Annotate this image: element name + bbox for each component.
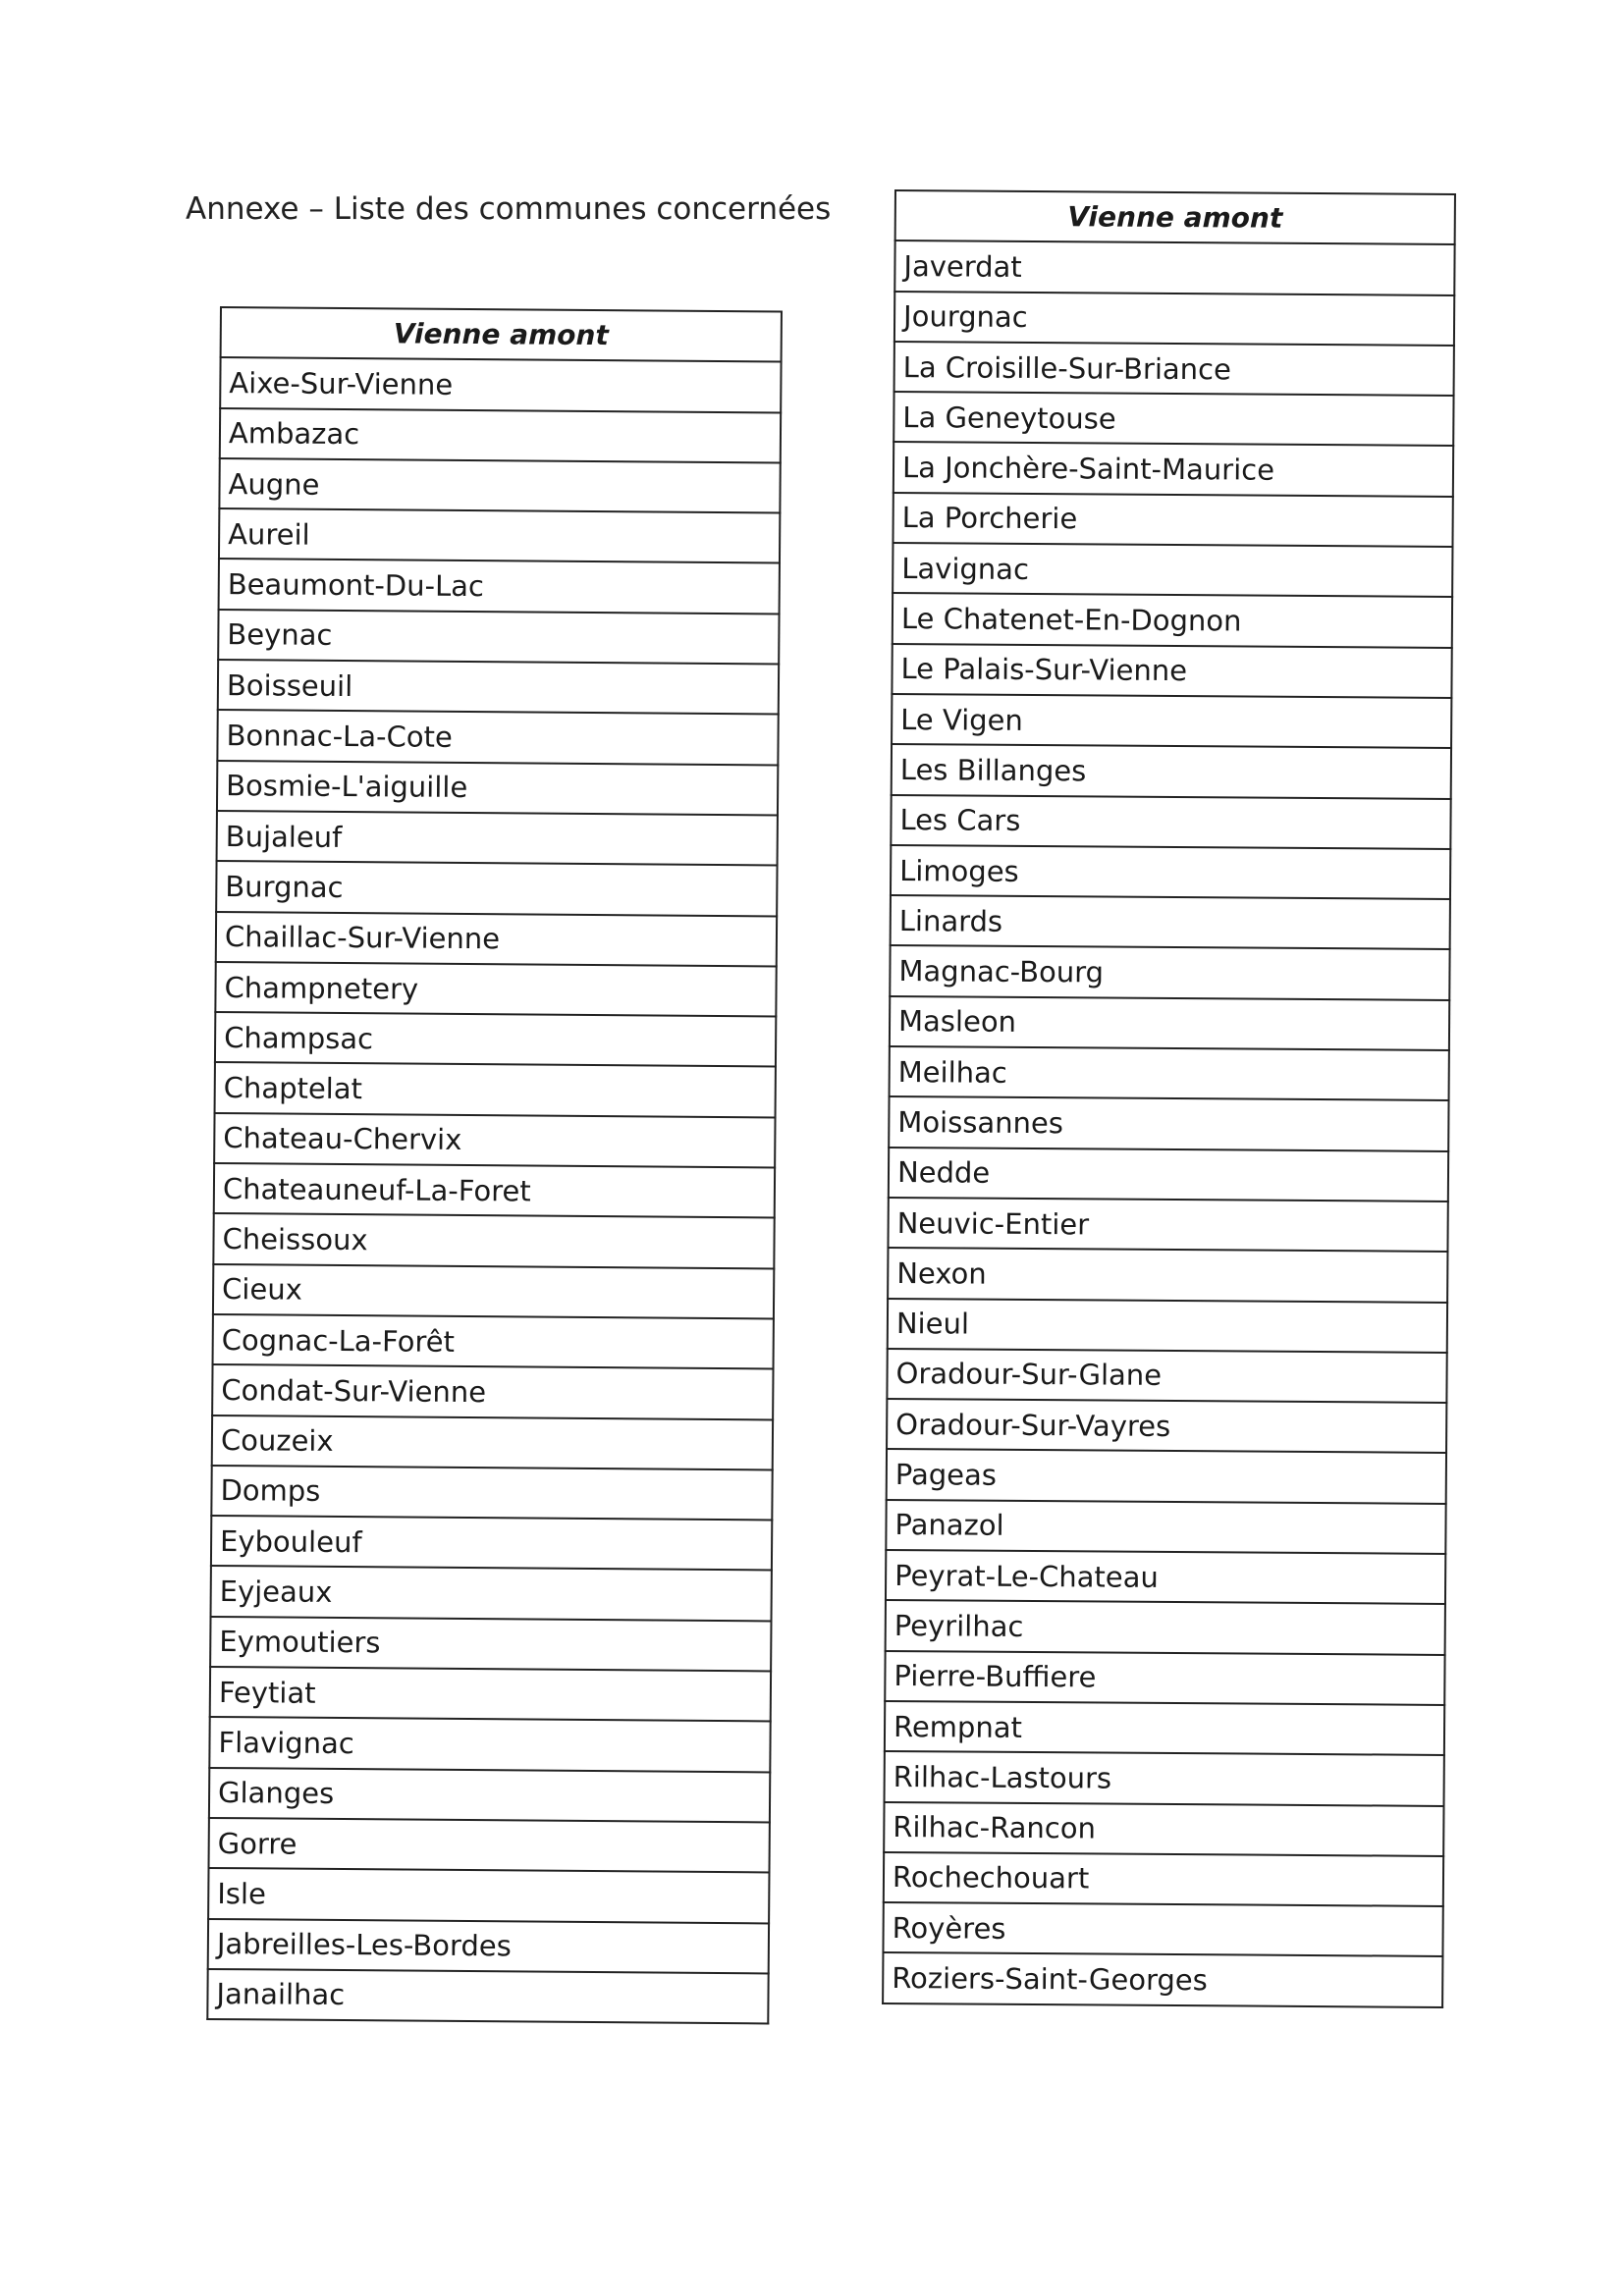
commune-name: Augne [219, 458, 780, 513]
table-row [891, 845, 1450, 899]
table-row [894, 292, 1454, 346]
commune-name: Rempnat [885, 1701, 1444, 1755]
table-row [893, 543, 1452, 597]
table-row [891, 795, 1450, 849]
table-row [883, 1902, 1442, 1956]
commune-name: Condat-Sur-Vienne [212, 1364, 773, 1419]
commune-name: La Croisille-Sur-Briance [894, 342, 1454, 396]
page-title: Annexe – Liste des communes concernées [186, 191, 832, 227]
table-row [219, 508, 780, 563]
commune-name: Peyrat-Le-Chateau [886, 1550, 1445, 1604]
commune-name: Bujaleuf [217, 811, 778, 866]
table-row [210, 1667, 771, 1722]
commune-name: Eybouleuf [211, 1516, 772, 1571]
table-row [889, 1148, 1448, 1201]
table-row [213, 1264, 774, 1319]
table-row [888, 1248, 1447, 1302]
table-row [220, 408, 781, 463]
table-row [211, 1466, 772, 1521]
table-row [208, 1918, 769, 1973]
table-row [207, 1969, 768, 2024]
commune-name: Cognac-La-Forêt [213, 1314, 774, 1369]
commune-name: Linards [891, 895, 1450, 949]
commune-name: Domps [211, 1466, 772, 1521]
commune-name: Nexon [888, 1248, 1447, 1302]
table-row [893, 392, 1453, 446]
commune-name: Champsac [215, 1012, 776, 1067]
commune-name: Les Billanges [892, 744, 1451, 798]
commune-name: Couzeix [212, 1415, 773, 1470]
commune-name: Aureil [219, 508, 780, 563]
commune-name: Beynac [218, 610, 779, 665]
table-row [211, 1516, 772, 1571]
commune-name: Bonnac-La-Cote [217, 710, 778, 765]
commune-name: Jourgnac [894, 292, 1454, 346]
commune-name: Aixe-Sur-Vienne [220, 357, 781, 412]
commune-name: Roziers-Saint-Georges [883, 1952, 1442, 2006]
commune-name: La Geneytouse [893, 392, 1453, 446]
table-row [884, 1852, 1443, 1906]
table-row [219, 559, 780, 614]
table-row [209, 1818, 770, 1873]
commune-name: Janailhac [207, 1969, 768, 2024]
commune-name: Nieul [888, 1299, 1447, 1353]
commune-name: Masleon [890, 996, 1449, 1050]
commune-name: Oradour-Sur-Glane [887, 1349, 1446, 1403]
table-row [218, 660, 779, 715]
commune-name: La Jonchère-Saint-Maurice [893, 442, 1453, 496]
commune-name: Limoges [891, 845, 1450, 899]
table-row [890, 1046, 1449, 1100]
table-row [893, 442, 1453, 496]
communes-table-left [206, 306, 783, 2025]
table-row [888, 1198, 1447, 1252]
commune-name: Le Chatenet-En-Dognon [893, 593, 1452, 647]
table-row [217, 811, 778, 866]
commune-name: Chateauneuf-La-Foret [214, 1163, 775, 1218]
table-row [886, 1600, 1445, 1654]
table-row [892, 694, 1451, 748]
table-row [215, 962, 776, 1017]
table-row [210, 1617, 771, 1672]
table-row [213, 1314, 774, 1369]
table-row [892, 644, 1451, 698]
commune-name: Feytiat [210, 1667, 771, 1722]
commune-name: Peyrilhac [886, 1600, 1445, 1654]
commune-name: Cheissoux [213, 1213, 774, 1268]
commune-name: Champnetery [215, 962, 776, 1017]
commune-name: Le Palais-Sur-Vienne [892, 644, 1451, 698]
commune-name: Pierre-Buffiere [885, 1651, 1444, 1705]
commune-name: Boisseuil [218, 660, 779, 715]
table-row [213, 1213, 774, 1268]
commune-name: Pageas [887, 1449, 1446, 1503]
table-row [209, 1768, 770, 1823]
table-row [215, 1012, 776, 1067]
commune-name: Nedde [889, 1148, 1448, 1201]
commune-name: Ambazac [220, 408, 781, 463]
table-row [890, 996, 1449, 1050]
commune-name: Neuvic-Entier [888, 1198, 1447, 1252]
table-row [894, 342, 1454, 396]
table-row [211, 1566, 772, 1621]
commune-name: Moissannes [889, 1096, 1448, 1150]
commune-name: Rilhac-Lastours [885, 1751, 1444, 1805]
commune-name: Eymoutiers [210, 1617, 771, 1672]
table-row [886, 1550, 1445, 1604]
table-row [885, 1651, 1444, 1705]
table-row [212, 1415, 773, 1470]
commune-name: Chateau-Chervix [214, 1113, 775, 1168]
table-row [893, 493, 1452, 547]
commune-name: Chaillac-Sur-Vienne [216, 912, 777, 967]
table-row [212, 1364, 773, 1419]
table-row [220, 357, 781, 412]
table-header: Vienne amont [221, 307, 782, 362]
table-row [216, 912, 777, 967]
table-row [885, 1701, 1444, 1755]
commune-name: Les Cars [891, 795, 1450, 849]
table-header-row [895, 190, 1455, 244]
table-row [215, 1062, 776, 1117]
table-row [216, 861, 777, 916]
commune-name: Lavignac [893, 543, 1452, 597]
table-header-row [221, 307, 782, 362]
table-row [214, 1163, 775, 1218]
commune-name: Panazol [886, 1500, 1445, 1554]
table-row [886, 1500, 1445, 1554]
table-row [885, 1751, 1444, 1805]
commune-name: Rilhac-Rancon [884, 1801, 1443, 1855]
table-row [893, 593, 1452, 647]
table-row [887, 1349, 1446, 1403]
table-row [890, 945, 1449, 999]
table-row [884, 1801, 1443, 1855]
commune-name: Royères [883, 1902, 1442, 1956]
communes-table-right [882, 189, 1456, 2008]
commune-name: La Porcherie [893, 493, 1452, 547]
commune-name: Eyjeaux [211, 1566, 772, 1621]
table-row [891, 895, 1450, 949]
commune-name: Rochechouart [884, 1852, 1443, 1906]
table-row [892, 744, 1451, 798]
commune-name: Flavignac [209, 1717, 770, 1772]
table-row [214, 1113, 775, 1168]
commune-name: Beaumont-Du-Lac [219, 559, 780, 614]
commune-name: Chaptelat [215, 1062, 776, 1117]
commune-name: Javerdat [894, 240, 1454, 294]
commune-name: Bosmie-L'aiguille [217, 761, 778, 816]
table-row [883, 1952, 1442, 2006]
table-row [219, 458, 780, 513]
table-row [894, 240, 1454, 294]
commune-name: Glanges [209, 1768, 770, 1823]
table-row [208, 1868, 769, 1923]
commune-name: Le Vigen [892, 694, 1451, 748]
table-row [887, 1399, 1446, 1453]
commune-name: Cieux [213, 1264, 774, 1319]
table-row [887, 1449, 1446, 1503]
commune-name: Meilhac [890, 1046, 1449, 1100]
table-header: Vienne amont [895, 190, 1455, 244]
commune-name: Oradour-Sur-Vayres [887, 1399, 1446, 1453]
table-row [889, 1096, 1448, 1150]
commune-name: Jabreilles-Les-Bordes [208, 1918, 769, 1973]
table-row [888, 1299, 1447, 1353]
table-row [217, 761, 778, 816]
table-row [218, 610, 779, 665]
commune-name: Magnac-Bourg [890, 945, 1449, 999]
table-row [217, 710, 778, 765]
commune-name: Gorre [209, 1818, 770, 1873]
commune-name: Burgnac [216, 861, 777, 916]
commune-name: Isle [208, 1868, 769, 1923]
table-row [209, 1717, 770, 1772]
